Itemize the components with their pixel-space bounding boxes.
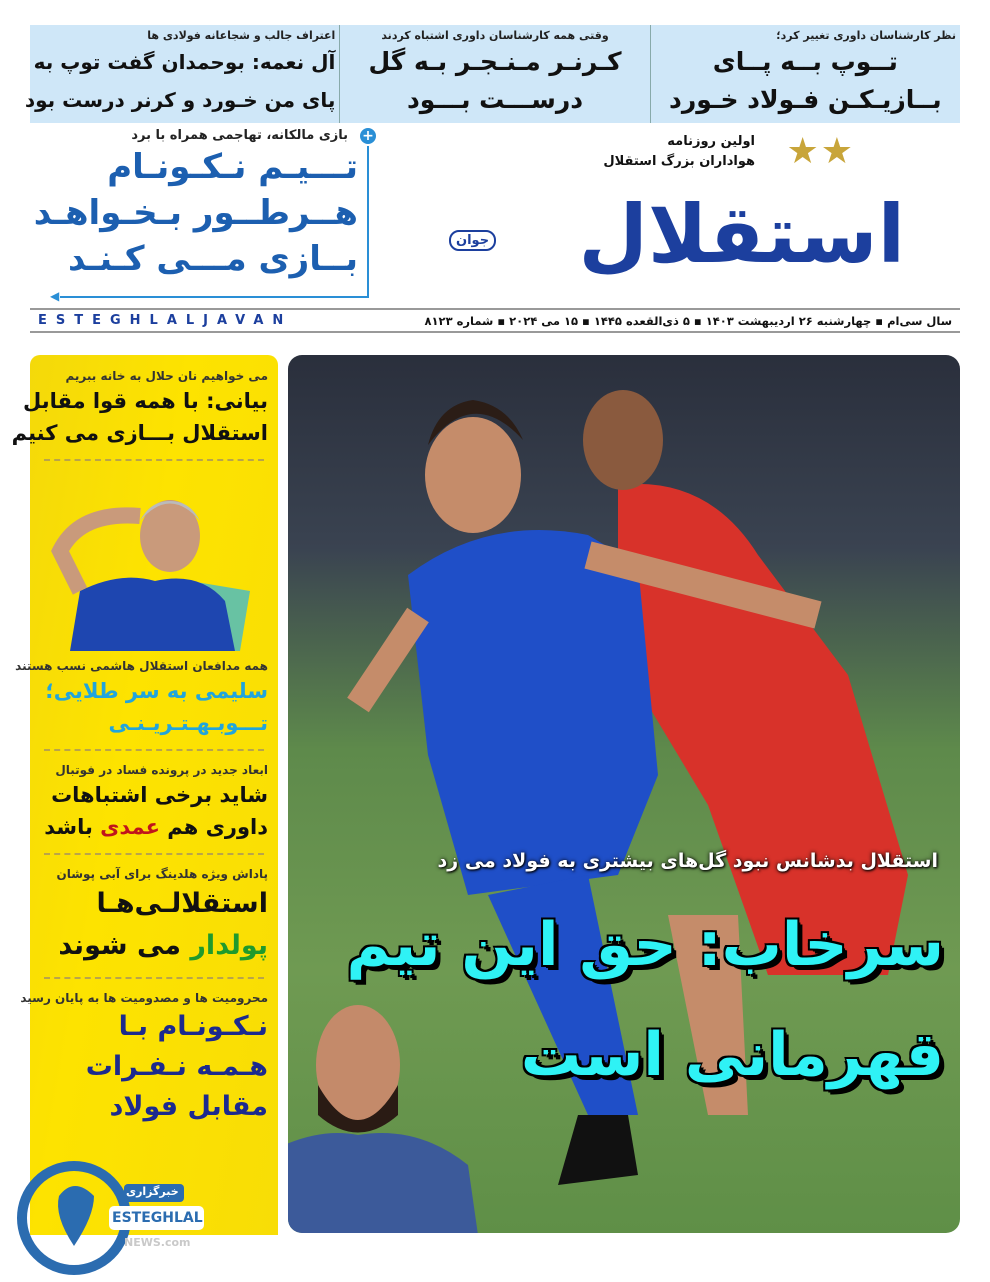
watermark-logo	[14, 1158, 204, 1278]
masthead-logo[interactable]	[445, 130, 905, 300]
top-story-1[interactable]	[651, 25, 960, 123]
story-headline: تـــوبـهـتـریـنـی	[108, 711, 268, 735]
story-headline: هـمـه نـفـرات	[85, 1051, 268, 1082]
story-headline: مقابل فولاد	[109, 1091, 268, 1122]
story-headline	[40, 811, 268, 843]
top-story-kicker: نظر کارشناسان داوری تغییر کرد؛	[776, 29, 956, 42]
lead-headline: هــرطــور بـخـواهـد	[33, 193, 358, 233]
top-story-kicker: وقتی همه کارشناسان داوری اشتباه کردند	[381, 29, 609, 42]
main-story-kicker: استقلال بدشانس نبود گل‌های بیشتری به فولاد می زد	[437, 850, 938, 872]
date-bar	[30, 308, 960, 333]
divider	[44, 853, 264, 855]
watermark-text: ESTEGHLAL	[112, 1210, 203, 1226]
divider	[60, 296, 369, 298]
arrow-left-icon: ◀	[50, 289, 60, 303]
star-icons: ★★	[786, 131, 855, 172]
issue-info: سال سی‌ام ▪ چهارشنبه ۲۶ اردیبهشت ۱۴۰۳ ▪ ۵ ذی‌القعده ۱۴۴۵ ▪ ۱۵ می ۲۰۲۴ ▪ شماره ۸۱۲۳	[424, 313, 952, 328]
coach-photo	[40, 471, 268, 651]
top-story-kicker: اعتراف جالب و شجاعانه فولادی ها	[147, 29, 336, 42]
divider	[44, 749, 264, 751]
top-story-headline: تــوپ بــه پــای	[712, 47, 898, 76]
story-kicker: محرومیت ها و مصدومیت ها به پایان رسید	[20, 991, 268, 1005]
watermark-persian: خبرگزاری	[126, 1185, 179, 1198]
lead-headline: تـــیـم نـکـونـام	[107, 147, 358, 187]
lead-kicker: بازی مالکانه، تهاجمی همراه با برد	[131, 128, 348, 143]
story-headline	[40, 925, 268, 967]
player-portrait	[288, 985, 488, 1233]
top-story-headline: کـرنـر مـنـجـر بـه گل	[368, 47, 622, 76]
lead-box[interactable]	[33, 128, 376, 303]
headline-highlight: عمدی	[100, 815, 160, 839]
sidebar-story[interactable]	[20, 989, 268, 1127]
sidebar-story[interactable]	[40, 761, 268, 843]
top-story-headline: بــازیـکـن فـولاد خـورد	[669, 85, 942, 114]
divider	[367, 146, 369, 296]
top-story-2[interactable]	[340, 25, 650, 123]
headline-text: باشد	[44, 815, 93, 839]
headline-text: داوری هم	[167, 815, 268, 839]
masthead-tag: جوان	[449, 230, 496, 251]
masthead-title: استقلال	[578, 188, 905, 281]
top-story-headline: درســـت بـــود	[406, 85, 584, 114]
masthead-subtitle	[585, 132, 755, 172]
story-kicker: ابعاد جدید در پرونده فساد در فوتبال	[55, 763, 268, 777]
main-story-photo[interactable]	[288, 355, 960, 1233]
lead-headline: بــازی مـــی کـنـد	[67, 239, 358, 279]
top-story-3[interactable]	[24, 25, 340, 123]
watermark-suffix: NEWS.com	[124, 1236, 191, 1249]
main-story-headline: قهرمانی است	[520, 1020, 944, 1090]
headline-text: می شوند	[58, 930, 181, 961]
story-headline: استقلال بـــازی می کنیم	[11, 421, 268, 445]
divider	[44, 459, 264, 461]
top-stories-banner	[24, 25, 960, 123]
story-headline: استقلالـی‌هـا	[96, 888, 268, 919]
story-headline: نـکـونـام بـا	[118, 1011, 268, 1042]
story-headline: بیانی: با همه قوا مقابل	[22, 389, 268, 413]
story-headline: شاید برخی اشتباهات	[51, 783, 268, 807]
plus-icon: +	[360, 128, 376, 144]
subtitle-line: اولین روزنامه	[667, 134, 755, 149]
sidebar-column	[11, 355, 278, 1235]
subtitle-line: هواداران بزرگ استقلال	[603, 154, 755, 169]
headline-highlight: پولدار	[190, 930, 268, 961]
sidebar-story[interactable]	[11, 367, 268, 449]
divider	[44, 977, 264, 979]
brand-wordmark: ESTEGHLALJAVAN	[38, 313, 293, 328]
story-headline: سلیمی به سر طلایی؛	[45, 679, 268, 703]
story-kicker: می خواهیم نان حلال به خانه ببریم	[65, 369, 268, 383]
top-story-headline: پای من خـورد و کرنر درست بود	[24, 88, 336, 112]
story-kicker: پاداش ویژه هلدینگ برای آبی پوشان	[56, 867, 268, 881]
sidebar-story[interactable]	[40, 865, 268, 967]
top-story-headline: آل نعمه: بوحمدان گفت توپ به	[33, 50, 336, 74]
story-kicker: همه مدافعان استقلال هاشمی نسب هستند	[15, 659, 268, 673]
sidebar-story[interactable]	[15, 657, 268, 739]
main-story-headline: سرخاب: حق این تیم	[346, 910, 944, 980]
